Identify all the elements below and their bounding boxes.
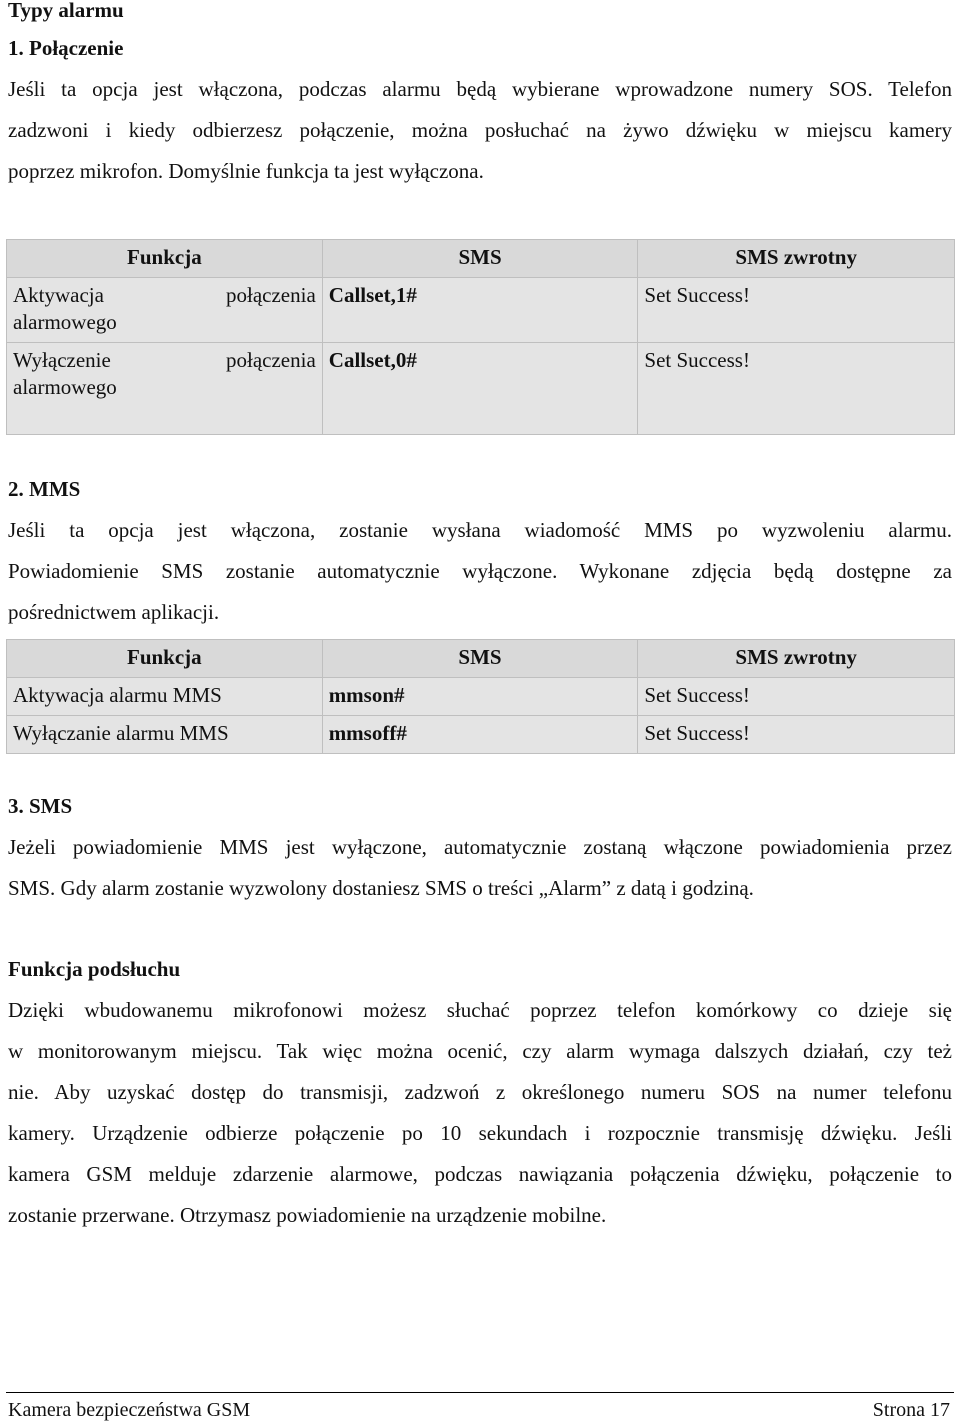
paragraph-line: pośrednictwem aplikacji. [8, 600, 220, 624]
cell-word: alarmowego [13, 310, 117, 334]
table-row [7, 716, 955, 754]
cell-word: alarmowego [13, 375, 117, 399]
table-cell-sms: mmsoff# [322, 716, 638, 754]
table-cell-reply: Set Success! [638, 343, 955, 435]
table-header-cell: SMS [322, 240, 638, 278]
table-header-cell: Funkcja [7, 640, 323, 678]
table-connection [6, 239, 955, 435]
paragraph-line: Jeśli ta opcja jest włączona, podczas alarmu będą wybierane wprowadzone numery SOS. Telefon [8, 77, 952, 101]
cell-word: połączenia [226, 283, 316, 307]
section-heading-mms: 2. MMS [8, 477, 81, 501]
table-row [7, 343, 955, 435]
table-cell-function: Wyłączanie alarmu MMS [7, 716, 323, 754]
table-cell-reply: Set Success! [638, 678, 955, 716]
table-mms [6, 639, 955, 754]
table-cell-sms: Callset,1# [322, 278, 638, 343]
paragraph-line: kamera GSM melduje zdarzenie alarmowe, podczas nawiązania połączenia dźwięku, połączenie to [8, 1162, 952, 1186]
section-heading-sms: 3. SMS [8, 794, 73, 818]
table-cell-reply: Set Success! [638, 278, 955, 343]
table-header-cell: SMS [322, 640, 638, 678]
section-heading-listening: Funkcja podsłuchu [8, 957, 181, 981]
paragraph-line: kamery. Urządzenie odbierze połączenie po 10 sekundach i rozpocznie transmisję dźwięku. Jeśli [8, 1121, 952, 1145]
table-header-cell: Funkcja [7, 240, 323, 278]
footer-divider [6, 1392, 954, 1393]
paragraph-line: Dzięki wbudowanemu mikrofonowi możesz słuchać poprzez telefon komórkowy co dzieje się [8, 998, 952, 1022]
paragraph-line: nie. Aby uzyskać dostęp do transmisji, zadzwoń z określonego numeru SOS na numer telefonu [8, 1080, 952, 1104]
paragraph-line: w monitorowanym miejscu. Tak więc można ocenić, czy alarm wymaga dalszych działań, czy też [8, 1039, 952, 1063]
cell-word: połączenia [226, 348, 316, 372]
paragraph-line: Jeśli ta opcja jest włączona, zostanie wysłana wiadomość MMS po wyzwoleniu alarmu. [8, 518, 952, 542]
table-header-cell: SMS zwrotny [638, 240, 955, 278]
paragraph-line: zostanie przerwane. Otrzymasz powiadomienie na urządzenie mobilne. [8, 1203, 607, 1227]
table-cell-sms: mmson# [322, 678, 638, 716]
cell-word: Wyłączenie [13, 348, 111, 372]
paragraph-line: poprzez mikrofon. Domyślnie funkcja ta jest wyłączona. [8, 159, 484, 183]
table-cell-reply: Set Success! [638, 716, 955, 754]
table-header-cell: SMS zwrotny [638, 640, 955, 678]
table-cell-function [7, 278, 323, 343]
footer-title: Kamera bezpieczeństwa GSM [8, 1399, 251, 1421]
table-row [7, 278, 955, 343]
paragraph-line: SMS. Gdy alarm zostanie wyzwolony dostaniesz SMS o treści „Alarm” z datą i godziną. [8, 876, 754, 900]
footer-page-number: Strona 17 [872, 1399, 950, 1421]
paragraph-line: Jeżeli powiadomienie MMS jest wyłączone, automatycznie zostaną włączone powiadomienia przez [8, 835, 952, 859]
paragraph-line: zadzwoni i kiedy odbierzesz połączenie, można posłuchać na żywo dźwięku w miejscu kamery [8, 118, 952, 142]
table-cell-function: Aktywacja alarmu MMS [7, 678, 323, 716]
table-row [7, 678, 955, 716]
cell-word: Aktywacja [13, 283, 104, 307]
table-cell-function [7, 343, 323, 435]
paragraph-line: Powiadomienie SMS zostanie automatycznie wyłączone. Wykonane zdjęcia będą dostępne za [8, 559, 952, 583]
table-cell-sms: Callset,0# [322, 343, 638, 435]
section-heading-connection: 1. Połączenie [8, 36, 124, 60]
section-title-types: Typy alarmu [8, 0, 124, 22]
table-header-row [7, 240, 955, 278]
table-header-row [7, 640, 955, 678]
